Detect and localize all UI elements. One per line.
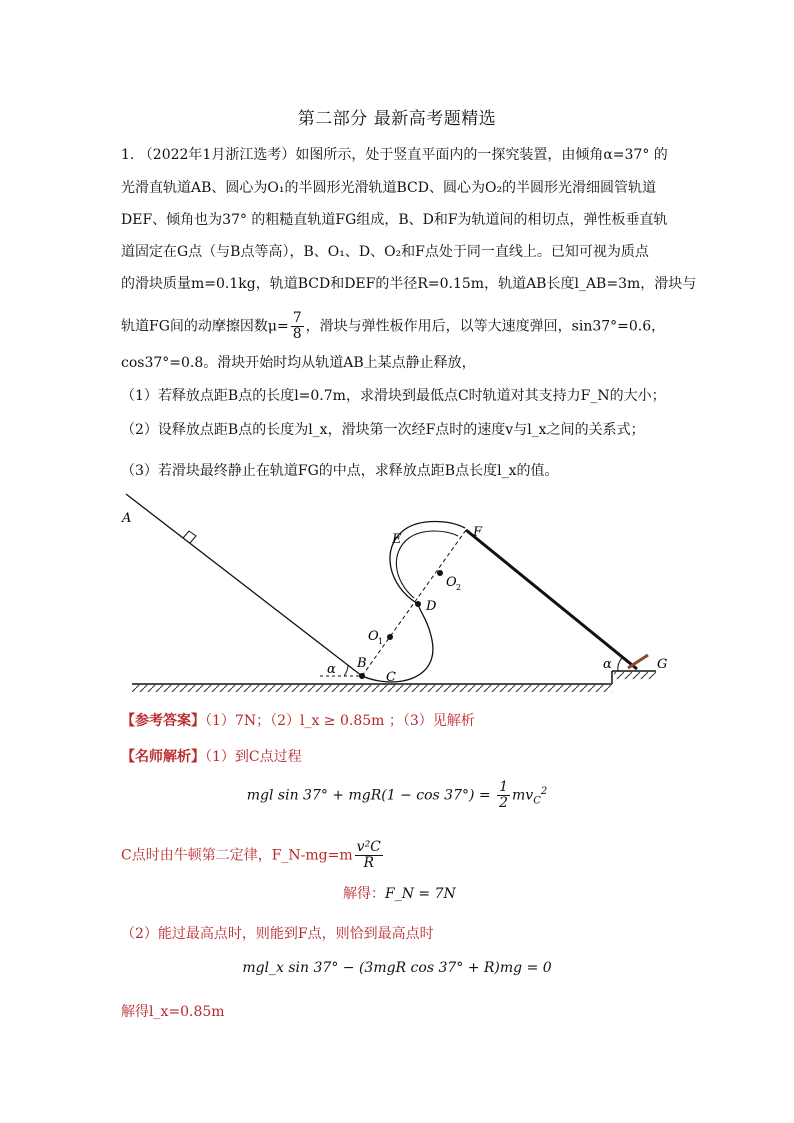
label-d: D bbox=[426, 599, 437, 614]
page-title: 第二部分 最新高考题精选 bbox=[297, 109, 497, 129]
question-3: （3）若滑块最终静止在轨道FG的中点，求释放点距B点长度l_x的值。 bbox=[121, 463, 559, 479]
mu-numerator: 7 bbox=[292, 310, 302, 326]
equation-1-right: mv bbox=[512, 787, 534, 804]
newton-num: v²C bbox=[356, 839, 381, 855]
label-g: G bbox=[657, 657, 668, 672]
label-o1-sub: 1 bbox=[378, 637, 384, 646]
dashed-center-line bbox=[362, 530, 466, 676]
track-ab bbox=[126, 494, 362, 676]
label-alpha-g: α bbox=[603, 657, 612, 672]
point-o1 bbox=[387, 634, 393, 640]
analysis-intro: （1）到C点过程 bbox=[205, 749, 302, 765]
newton-fraction bbox=[355, 840, 383, 871]
problem-line-6a: 轨道FG间的动摩擦因数μ= bbox=[121, 318, 289, 335]
analysis-tag: 【名师解析】 bbox=[121, 749, 205, 765]
label-o1: O bbox=[368, 629, 379, 644]
point-b bbox=[359, 673, 365, 679]
problem-line-2: 光滑直轨道AB、圆心为O₁的半圆形光滑轨道BCD、圆心为O₂的半圆形光滑细圆管轨道 bbox=[121, 180, 657, 196]
problem-line-4: 道固定在G点（与B点等高），B、O₁、D、O₂和F点处于同一直线上。已知可视为质点 bbox=[121, 244, 649, 260]
label-a: A bbox=[122, 511, 132, 526]
solution-1-value: F_N = 7N bbox=[385, 886, 456, 902]
answer-text: （1）7N；（2）l_x ≥ 0.85m ；（3）见解析 bbox=[205, 713, 475, 729]
label-o2: O bbox=[446, 575, 457, 590]
track-fg bbox=[466, 530, 637, 669]
problem-line-1: 1. （2022年1月浙江选考）如图所示，处于竖直平面内的一探究装置，由倾角α=37° 的 bbox=[121, 147, 668, 163]
problem-line-3: DEF、倾角也为37° 的粗糙直轨道FG组成，B、D和F为轨道间的相切点，弹性板垂直轨 bbox=[121, 212, 668, 228]
equation-1-fraction bbox=[497, 780, 510, 811]
solution-1 bbox=[343, 885, 456, 903]
answer-tag: 【参考答案】 bbox=[121, 713, 205, 729]
label-c: C bbox=[386, 670, 396, 685]
label-o2-sub: 2 bbox=[456, 583, 462, 592]
newton-den: R bbox=[363, 855, 375, 871]
newton-text: C点时由牛顿第二定律，F_N-mg=m bbox=[121, 847, 353, 864]
answer-line bbox=[121, 712, 475, 730]
point-o2 bbox=[437, 570, 443, 576]
question-2: （2）设释放点距B点的长度为l_x，滑块第一次经F点时的速度v与l_x之间的关系式； bbox=[121, 422, 645, 438]
analysis-line bbox=[121, 748, 302, 766]
problem-line-6b: ，滑块与弹性板作用后，以等大速度弹回，sin37°=0.6， bbox=[305, 318, 666, 335]
right-angle-marker bbox=[183, 531, 196, 543]
solution-1-label: 解得： bbox=[343, 886, 385, 902]
newton-line bbox=[121, 840, 385, 871]
label-f: F bbox=[473, 525, 483, 540]
solution-2: 解得l_x=0.85m bbox=[121, 1004, 225, 1020]
label-alpha-b: α bbox=[327, 662, 336, 677]
mu-denominator: 8 bbox=[292, 326, 302, 342]
label-b: B bbox=[357, 656, 367, 671]
equation-1-num: 1 bbox=[499, 779, 509, 795]
equation-2: mgl_x sin 37° − (3mgR cos 37° + R)mg = 0 bbox=[242, 960, 552, 976]
point-d bbox=[415, 601, 421, 607]
equation-1-den: 2 bbox=[499, 795, 509, 811]
part-2-text: （2）能过最高点时，则能到F点，则恰到最高点时 bbox=[121, 926, 434, 942]
problem-line-5: 的滑块质量m=0.1kg，轨道BCD和DEF的半径R=0.15m，轨道AB长度l_AB=3m，滑块与 bbox=[121, 276, 697, 292]
equation-1-left: mgl sin 37° + mgR(1 − cos 37°) = bbox=[246, 787, 491, 804]
elastic-plate bbox=[628, 655, 648, 668]
equation-1 bbox=[0, 780, 794, 811]
equation-1-sub: C bbox=[533, 795, 541, 807]
question-1: （1）若释放点距B点的长度l=0.7m，求滑块到最低点C时轨道对其支持力F_N的大小； bbox=[121, 388, 666, 404]
problem-line-7: cos37°=0.8。滑块开始时均从轨道AB上某点静止释放， bbox=[121, 355, 476, 371]
equation-1-sup: 2 bbox=[540, 785, 548, 797]
label-e: E bbox=[392, 532, 402, 547]
